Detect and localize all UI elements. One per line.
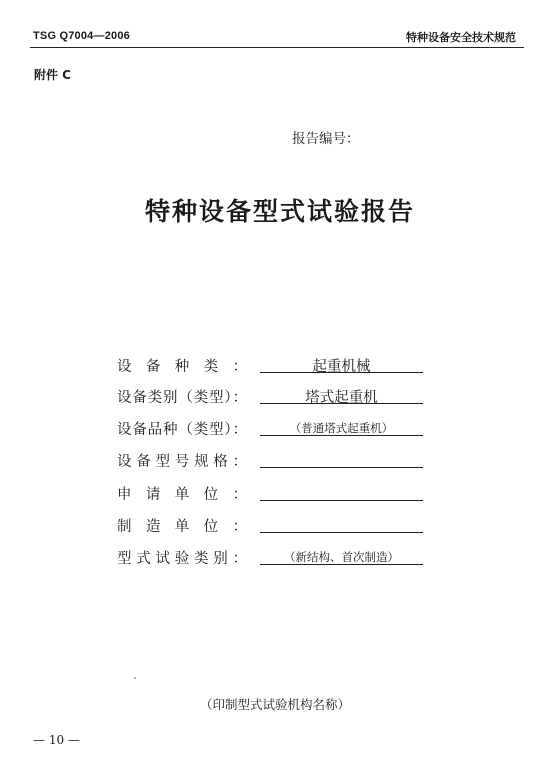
field-value: （新结构、首次制造） bbox=[284, 550, 399, 564]
field-underline bbox=[260, 372, 423, 373]
field-value: （普通塔式起重机） bbox=[289, 421, 394, 435]
field-underline bbox=[260, 564, 423, 565]
field-value: 起重机械 bbox=[312, 359, 371, 375]
field-label: 设备型号规格： bbox=[117, 454, 247, 470]
report-title: 特种设备型式试验报告 bbox=[144, 197, 415, 226]
field-label: 设备种类： bbox=[117, 359, 247, 375]
field-underline bbox=[260, 532, 423, 533]
field-underline bbox=[260, 403, 423, 404]
standard-code: TSG Q7004—2006 bbox=[33, 30, 130, 42]
field-label: 申请单位： bbox=[117, 487, 247, 503]
field-label: 型式试验类别： bbox=[117, 551, 247, 567]
scan-speck bbox=[134, 677, 136, 679]
header-divider bbox=[30, 47, 524, 48]
page-number: — 10 — bbox=[33, 733, 80, 747]
issuing-organization-placeholder: （印制型式试验机构名称） bbox=[199, 697, 350, 712]
annex-label: 附件 C bbox=[34, 68, 71, 82]
field-underline bbox=[260, 467, 423, 468]
field-label: 设备品种（类型）： bbox=[117, 422, 247, 438]
report-number-label: 报告编号： bbox=[292, 131, 360, 147]
series-title: 特种设备安全技术规范 bbox=[406, 31, 516, 44]
field-value: 塔式起重机 bbox=[305, 390, 378, 406]
field-label: 制造单位： bbox=[117, 519, 247, 535]
field-underline bbox=[260, 435, 423, 436]
field-underline bbox=[260, 500, 423, 501]
field-label: 设备类别（类型）： bbox=[117, 390, 247, 406]
